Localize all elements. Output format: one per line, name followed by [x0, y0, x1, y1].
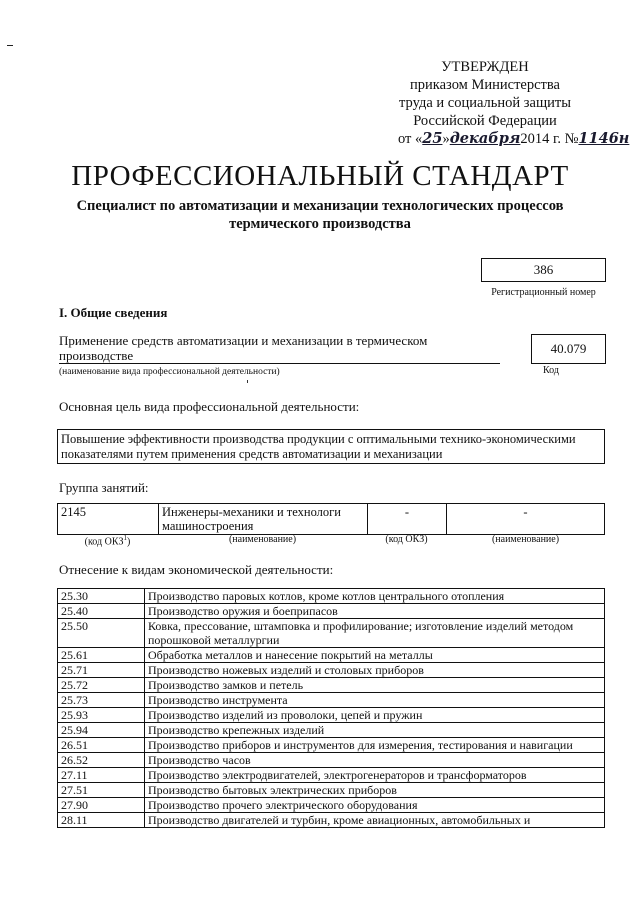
- handwritten-day: 25: [422, 130, 443, 147]
- okved-name-cell: Производство бытовых электрических приборов: [145, 783, 605, 798]
- table-row: [58, 678, 605, 693]
- okved-code-cell: 27.11: [58, 768, 145, 783]
- approval-date-line: [380, 130, 630, 148]
- date-mid: »: [442, 131, 450, 147]
- okved-code-cell: 28.11: [58, 813, 145, 828]
- table-row: [58, 619, 605, 648]
- caption-okz-text: (код ОКЗ: [84, 536, 124, 548]
- okved-code-cell: 25.50: [58, 619, 145, 648]
- group-name2-cell: -: [447, 504, 605, 535]
- okved-name-cell: Производство часов: [145, 753, 605, 768]
- activity-code-caption: Код: [543, 365, 559, 376]
- table-row: [58, 723, 605, 738]
- okved-code-cell: 25.30: [58, 589, 145, 604]
- okved-code-cell: 26.51: [58, 738, 145, 753]
- okved-code-cell: 25.61: [58, 648, 145, 663]
- table-row: [58, 798, 605, 813]
- document-title: ПРОФЕССИОНАЛЬНЫЙ СТАНДАРТ: [71, 160, 569, 192]
- okved-name-cell: Производство замков и петель: [145, 678, 605, 693]
- group-code-cell: 2145: [58, 504, 159, 535]
- okved-code-cell: 25.93: [58, 708, 145, 723]
- approval-line-3: труда и социальной защиты: [399, 95, 571, 111]
- table-row: [58, 738, 605, 753]
- okved-code-cell: 25.71: [58, 663, 145, 678]
- table-row: [58, 648, 605, 663]
- table-row: [58, 504, 605, 535]
- okved-table: [57, 588, 605, 828]
- handwritten-order-number: 1146н: [578, 130, 630, 147]
- caption-name-1: (наименование): [228, 534, 297, 545]
- table-row: [58, 768, 605, 783]
- caption-okz-code: [57, 534, 158, 547]
- goal-box: Повышение эффективности производства продукции с оптимальными технико-экономическими показателями путем применения средств автоматизации и механизации: [57, 429, 605, 464]
- okved-name-cell: Производство двигателей и турбин, кроме авиационных, автомобильных и: [145, 813, 605, 828]
- okved-code-cell: 25.94: [58, 723, 145, 738]
- caption-name-2: (наименование): [491, 534, 560, 545]
- okved-code-cell: 25.73: [58, 693, 145, 708]
- okved-code-cell: 27.90: [58, 798, 145, 813]
- document-subtitle: Специалист по автоматизации и механизации технологических процессов термического производства: [76, 198, 564, 232]
- okved-name-cell: Производство инструмента: [145, 693, 605, 708]
- caption-okz-code-2: (код ОКЗ): [385, 534, 428, 545]
- okved-name-cell: Ковка, прессование, штамповка и профилирование; изготовление изделий методом порошковой металлургии: [145, 619, 605, 648]
- scan-speck: [247, 380, 248, 383]
- okved-code-cell: 27.51: [58, 783, 145, 798]
- activity-name: Применение средств автоматизации и механизации в термическом производстве: [59, 333, 428, 363]
- group-name-cell: Инженеры-механики и технологи машиностроения: [159, 504, 368, 535]
- group-code2-cell: -: [368, 504, 447, 535]
- footnote-mark: 1: [123, 534, 128, 542]
- approval-line-1: УТВЕРЖДЕН: [441, 59, 529, 75]
- okved-name-cell: Производство оружия и боеприпасов: [145, 604, 605, 619]
- handwritten-month: декабря: [449, 130, 521, 147]
- okved-code-cell: 25.40: [58, 604, 145, 619]
- table-row: [58, 693, 605, 708]
- section-heading: I. Общие сведения: [59, 305, 168, 320]
- table-row: [58, 663, 605, 678]
- okved-name-cell: Производство изделий из проволоки, цепей и пружин: [145, 708, 605, 723]
- caption-okz-close: ): [127, 536, 131, 548]
- okved-name-cell: Производство ножевых изделий и столовых приборов: [145, 663, 605, 678]
- registration-caption: Регистрационный номер: [491, 287, 596, 298]
- okved-name-cell: Производство крепежных изделий: [145, 723, 605, 738]
- occupation-group-table: [57, 503, 605, 535]
- date-year: 2014 г. №: [520, 131, 579, 147]
- table-row: [58, 783, 605, 798]
- table-row: [58, 708, 605, 723]
- approval-stamp: [380, 58, 630, 148]
- okved-name-cell: Производство паровых котлов, кроме котлов центрального отопления: [145, 589, 605, 604]
- table-row: [58, 589, 605, 604]
- registration-number-box: 386: [481, 258, 606, 282]
- approval-line-4: Российской Федерации: [413, 113, 557, 129]
- activity-code-box: 40.079: [531, 334, 606, 364]
- margin-mark: [7, 45, 13, 46]
- okved-label: Отнесение к видам экономической деятельности:: [59, 562, 334, 577]
- table-row: [58, 753, 605, 768]
- activity-caption: (наименование вида профессиональной деятельности): [59, 367, 280, 377]
- table-row: [58, 604, 605, 619]
- group-label: Группа занятий:: [59, 480, 149, 495]
- okved-code-cell: 26.52: [58, 753, 145, 768]
- activity-underline: [59, 363, 500, 364]
- date-prefix: от «: [398, 131, 423, 147]
- okved-code-cell: 25.72: [58, 678, 145, 693]
- approval-line-2: приказом Министерства: [410, 77, 560, 93]
- okved-name-cell: Производство электродвигателей, электрогенераторов и трансформаторов: [145, 768, 605, 783]
- okved-name-cell: Производство приборов и инструментов для измерения, тестирования и навигации: [145, 738, 605, 753]
- okved-name-cell: Производство прочего электрического оборудования: [145, 798, 605, 813]
- goal-label: Основная цель вида профессиональной деятельности:: [59, 399, 360, 414]
- table-row: [58, 813, 605, 828]
- okved-name-cell: Обработка металлов и нанесение покрытий на металлы: [145, 648, 605, 663]
